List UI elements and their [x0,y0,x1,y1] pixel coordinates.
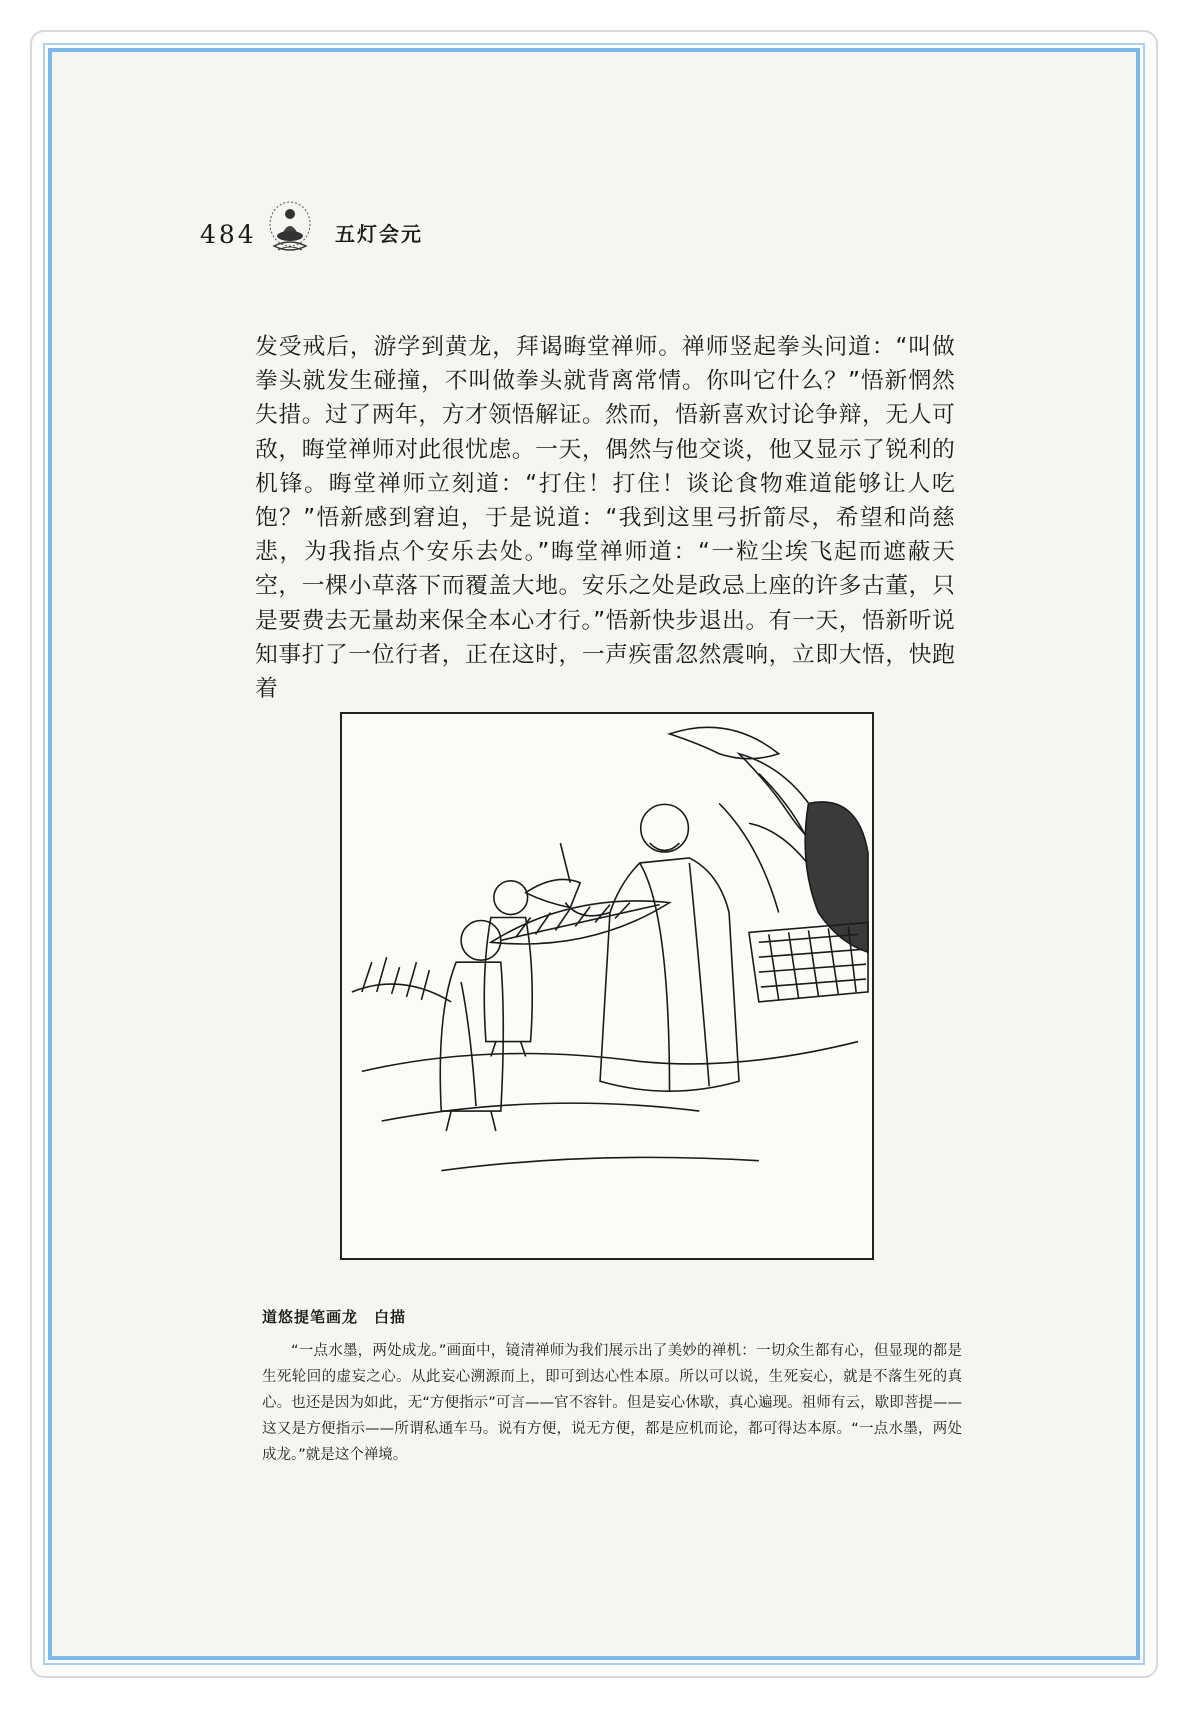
line-drawing [342,714,872,1258]
page-header [200,200,700,260]
page-number: 484 [200,220,257,249]
illustration-monks-painting-dragon [340,712,874,1260]
body-paragraph: 发受戒后，游学到黄龙，拜谒晦堂禅师。禅师竖起拳头问道：“叫做拳头就发生碰撞，不叫做拳头就背离常情。你叫它什么？”悟新惘然失措。过了两年，方才领悟解证。然而，悟新喜欢讨论争辩，无人可敌，晦堂禅师对此很忧虑。一天，偶然与他交谈，他又显示了锐利的机锋。晦堂禅师立刻道：“打住！打住！谈论食物难道能够让人吃饱？”悟新感到窘迫，于是说道：“我到这里弓折箭尽，希望和尚慈悲，为我指点个安乐去处。”晦堂禅师道：“一粒尘埃飞起而遮蔽天空，一棵小草落下而覆盖大地。安乐之处是政忌上座的许多古董，只是要费去无量劫来保全本心才行。”悟新快步退出。有一天，悟新听说知事打了一位行者，正在这时，一声疾雷忽然震响，立即大悟，快跑着 [255,334,955,703]
book-title: 五灯会元 [335,222,423,246]
caption-text: “一点水墨，两处成龙。”画面中，镜清禅师为我们展示出了美妙的禅机：一切众生都有心，但显现的都是生死轮回的虚妄之心。从此妄心溯源而上，即可到达心性本原。所以可以说，生死妄心，就是不落生死的真心。也还是因为如此，无“方便指示”可言——官不容针。但是妄心休歇，真心遍现。祖师有云，歇即菩提——这又是方便指示——所谓私通车马。说有方便，说无方便，都是应机而论，都可得达本原。“一点水墨，两处成龙。”就是这个禅境。 [262,1343,962,1463]
seated-buddha-icon [266,200,314,258]
main-text [255,330,955,706]
caption-title: 道悠提笔画龙 白描 [262,1308,407,1326]
